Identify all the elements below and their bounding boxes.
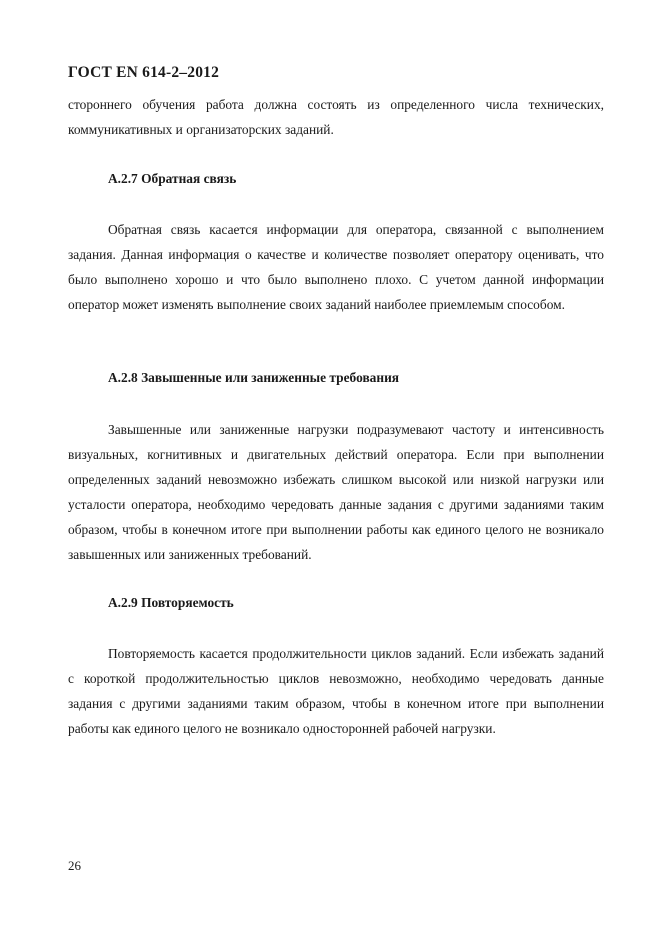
section-body-a29: Повторяемость касается продолжительности циклов заданий. Если избежать заданий с короткой продолжительностью циклов невозможно, необходимо чередовать данные задания с другими заданиями таким образом, чтобы в конечном итоге при выполнении работы как единого целого не возникало односторонней рабочей нагрузки. [68, 646, 604, 736]
page-number: 26 [68, 858, 81, 873]
section-body-a27: Обратная связь касается информации для оператора, связанной с выполнением задания. Данная информация о качестве и количестве позволяет оператору оценивать, что было выполнено хорошо и что было выполнено плохо. С учетом данной информации оператор может изменять выполнение своих заданий наиболее приемлемым способом. [68, 222, 604, 312]
section-heading-a29: А.2.9 Повторяемость [108, 595, 234, 610]
section-body-a28: Завышенные или заниженные нагрузки подразумевают частоту и интенсивность визуальных, когнитивных и двигательных действий оператора. Если при выполнении определенных заданий невозможно избежать слишком высокой или низкой нагрузки или усталости оператора, необходимо чередовать данные задания с другими заданиями таким образом, чтобы в конечном итоге при выполнении работы как единого целого не возникало завышенных или заниженных требований. [68, 422, 604, 562]
section-heading-a28: А.2.8 Завышенные или заниженные требования [108, 370, 400, 385]
intro-paragraph: стороннего обучения работа должна состоять из определенного числа технических, коммуникативных и организаторских заданий. [68, 97, 604, 137]
section-heading-a27: А.2.7 Обратная связь [108, 171, 237, 186]
document-header: ГОСТ EN 614-2–2012 [68, 64, 220, 81]
